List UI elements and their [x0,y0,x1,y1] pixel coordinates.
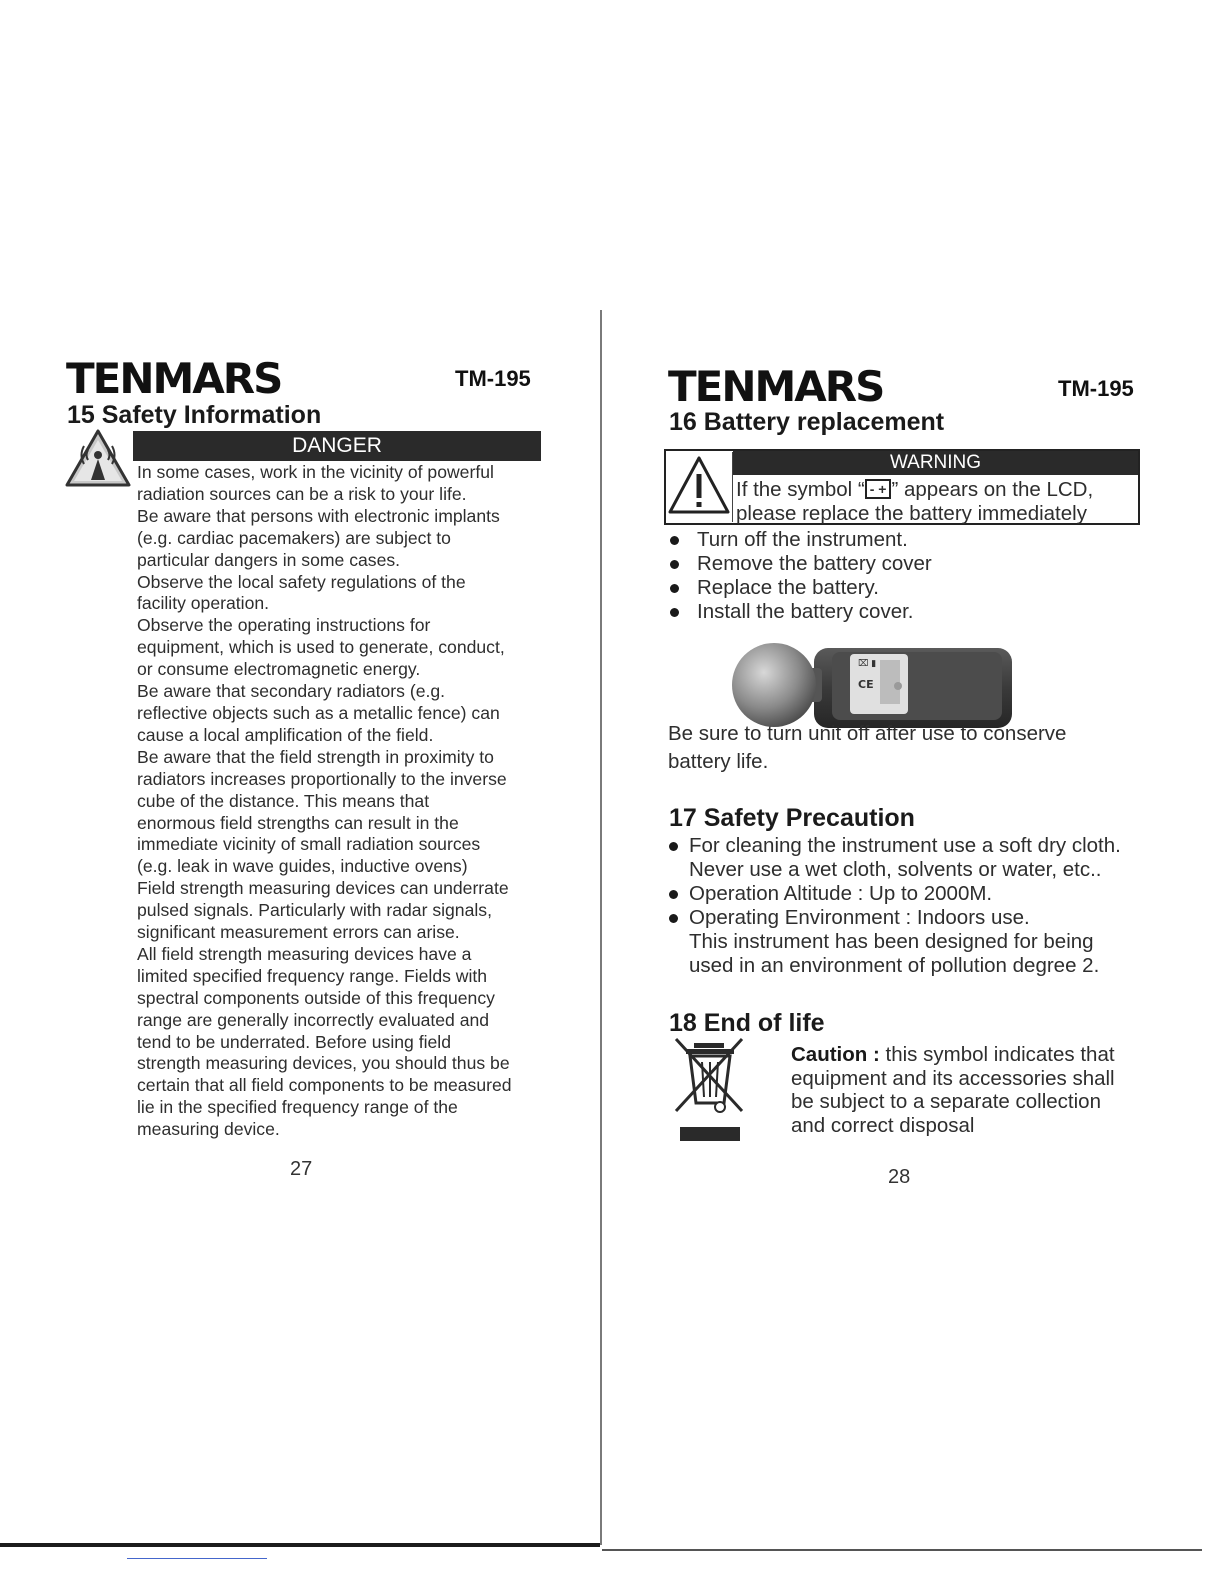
caution-label: Caution : [791,1043,880,1066]
text-line: (e.g. leak in wave guides, inductive ovens) [137,856,468,877]
text-line: Observe the local safety regulations of the [137,571,466,592]
caution-line: be subject to a separate collection [791,1090,1101,1113]
radiation-warning-icon [64,428,132,488]
text-line: All field strength measuring devices have a [137,943,472,964]
text-line: Observe the operating instructions for [137,615,431,636]
text-line: strength measuring devices, you should thus be [137,1053,510,1074]
model-number-right: TM-195 [1058,376,1134,401]
note-line: battery life. [668,750,769,773]
text-line: certain that all field components to be measured [137,1075,512,1096]
warning-line-2: please replace the battery immediately [736,502,1087,525]
text-line: radiation sources can be a risk to your life. [137,483,467,504]
text-line: immediate vicinity of small radiation sources [137,834,481,855]
text-line: Field strength measuring devices can underrate [137,878,509,899]
text-line: cause a local amplification of the field. [137,724,434,745]
left-bottom-rule [0,1543,600,1547]
text-line: equipment, which is used to generate, conduct, [137,637,505,658]
text-line: Be aware that the field strength in proximity to [137,746,494,767]
model-number-left: TM-195 [455,366,531,391]
caution-line: equipment and its accessories shall [791,1066,1115,1090]
text-line: Be aware that secondary radiators (e.g. [137,681,446,702]
list-item: Remove the battery cover [668,552,1128,576]
page-gutter [600,310,602,1545]
battery-low-symbol: - + [865,479,892,499]
caution-line-1: Caution : this symbol indicates that [791,1043,1115,1066]
text-line: cube of the distance. This means that [137,790,430,811]
list-item: Install the battery cover. [668,600,1128,624]
brand-logo-left: TENMARS [66,354,282,403]
list-item: Operation Altitude : Up to 2000M. [668,882,1148,906]
right-bottom-rule [602,1549,1202,1551]
text-line: facility operation. [137,593,270,614]
text-line: limited specified frequency range. Fields with [137,965,488,986]
page-number-right: 28 [888,1166,911,1188]
warning-text [736,478,1136,526]
text-line: spectral components outside of this frequency [137,987,495,1008]
text-line: or consume electromagnetic energy. [137,659,421,680]
page-number-left: 27 [290,1158,313,1180]
danger-banner: DANGER [133,431,541,461]
caution-line: and correct disposal [791,1113,975,1137]
note-line: Be sure to turn unit off after use to conserve [668,722,1067,745]
caution-text [791,1043,1151,1137]
battery-steps-list [668,528,1128,624]
text-line: measuring device. [137,1119,280,1140]
text-line: (e.g. cardiac pacemakers) are subject to [137,527,451,548]
svg-text:CE: CE [858,678,874,691]
safety-information-text [137,462,547,1141]
text-line: reflective objects such as a metallic fence) can [137,702,500,723]
list-item: Operating Environment : Indoors use. This instrument has been designed for being used in an environment of pollution degree 2. [668,906,1148,978]
section-title-battery-replacement: 16 Battery replacement [669,408,945,436]
text-line: In some cases, work in the vicinity of powerful [137,462,494,482]
warning-line-1: If the symbol “ - + ” appears on the LCD, [736,478,1094,501]
warning-banner: WARNING [733,451,1138,475]
text-line: enormous field strengths can result in the [137,812,459,833]
text-line: pulsed signals. Particularly with radar signals, [137,900,492,921]
crossed-out-bin-icon [672,1037,748,1145]
svg-text:⌧ ▮: ⌧ ▮ [858,659,877,669]
warning-triangle-icon [666,452,733,522]
battery-life-note [668,722,1128,774]
precaution-list [668,834,1148,978]
brand-logo-right: TENMARS [668,362,884,411]
text-line: range are generally incorrectly evaluated and [137,1009,490,1030]
text-line: significant measurement errors can arise. [137,922,460,943]
section-title-end-of-life: 18 End of life [669,1009,825,1037]
section-title-safety-precaution: 17 Safety Precaution [669,804,915,832]
bottom-link-underline [127,1558,267,1559]
list-item: Replace the battery. [668,576,1128,600]
list-item: For cleaning the instrument use a soft dry cloth. Never use a wet cloth, solvents or water, etc.. [668,834,1148,882]
text-line: tend to be underrated. Before using field [137,1031,451,1052]
text-line: lie in the specified frequency range of the [137,1097,458,1118]
text-line: radiators increases proportionally to the inverse [137,768,507,789]
list-item: Turn off the instrument. [668,528,1128,552]
section-title-safety-information: 15 Safety Information [67,401,322,429]
text-line: particular dangers in some cases. [137,549,401,570]
text-line: Be aware that persons with electronic implants [137,505,500,526]
